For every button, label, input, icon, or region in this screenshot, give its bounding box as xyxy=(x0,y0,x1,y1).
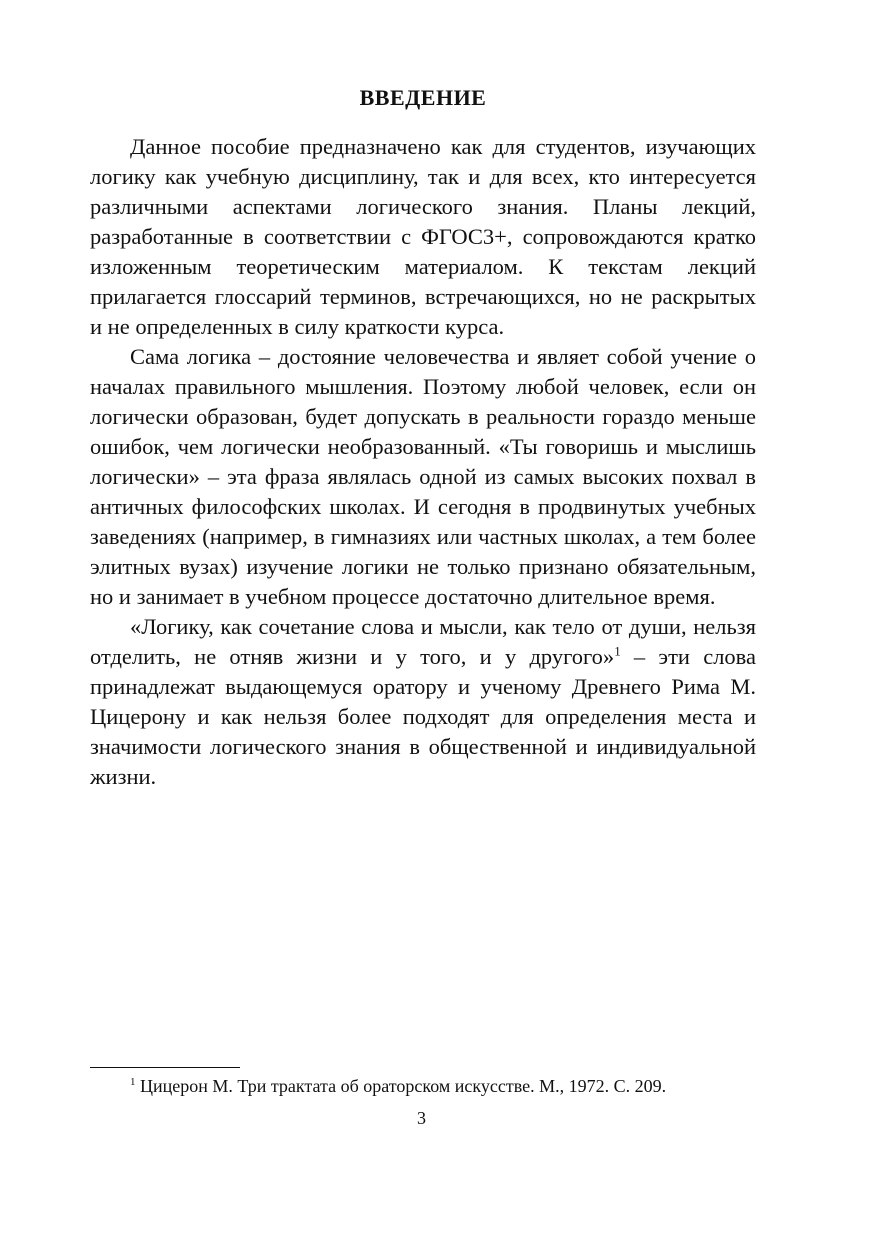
footnote xyxy=(90,1074,756,1098)
footnote-reference[interactable]: 1 xyxy=(614,643,621,659)
footnote-divider xyxy=(90,1067,240,1068)
page-body xyxy=(90,84,756,792)
page-number: 3 xyxy=(417,1108,426,1128)
footnote-text: Цицерон М. Три трактата об ораторском искусстве. М., 1972. С. 209. xyxy=(135,1076,667,1096)
paragraph-1: Данное пособие предназначено как для студентов, изучающих логику как учебную дисциплину, так и для всех, кто интересуется различными аспектами логического знания. Планы лекций, разработанные в соответствии с ФГОС3+, сопровождаются кратко изложенным теоретическим материалом. К текстам лекций прилагается глоссарий терминов, встречающихся, но не раскрытых и не определенных в силу краткости курса. xyxy=(90,134,756,339)
footnote-marker: 1 xyxy=(130,1076,136,1088)
paragraph-3-rest: – эти слова принадлежат выдающемуся оратору и ученому Древнего Рима М. Цицерону и как нельзя более подходят для определения места и значимости логического знания в общественной и индивидуальной жизни. xyxy=(90,644,756,789)
paragraph-3-quote: «Логику, как сочетание слова и мысли, как тело от души, нельзя отделить, не отняв жизни и у того, и у другого» xyxy=(90,614,756,669)
paragraph-3 xyxy=(90,612,756,792)
paragraph-2: Сама логика – достояние человечества и являет собой учение о началах правильного мышления. Поэтому любой человек, если он логически образован, будет допускать в реальности гораздо меньше ошибок, чем логически необразованный. «Ты говоришь и мыслишь логически» – эта фраза являлась одной из самых высоких похвал в античных философских школах. И сегодня в продвинутых учебных заведениях (например, в гимназиях или частных школах, а тем более элитных вузах) изучение логики не только признано обязательным, но и занимает в учебном процессе достаточно длительное время. xyxy=(90,344,756,609)
page-title: ВВЕДЕНИЕ xyxy=(359,85,487,110)
